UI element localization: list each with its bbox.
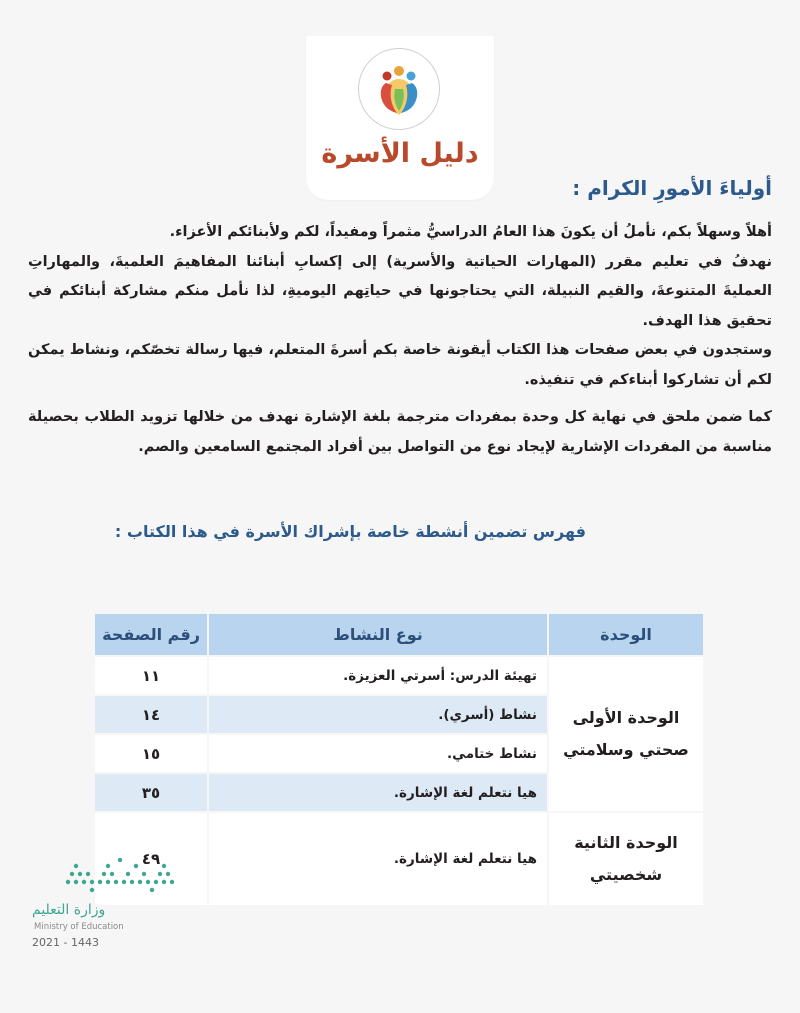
ministry-name-english: Ministry of Education <box>34 922 124 932</box>
activity-cell: هيا نتعلم لغة الإشارة. <box>209 813 547 905</box>
ministry-name-arabic: وزارة التعليم <box>32 902 106 918</box>
paragraph-welcome: أهلاً وسهلاً بكم، نأملُ أن يكونَ هذا العامُ الدراسيُّ مثمراً ومفيداً، لكم ولأبنائكم الأعزاء. <box>169 224 772 240</box>
paragraph-icon-note: وستجدون في بعض صفحات هذا الكتاب أيقونة خاصة بكم أسرةَ المتعلم، فيها رسالة تخصّكم، ونشاط يمكن لكم أن تشاركوا أبناءكم في تنفيذه. <box>28 342 772 388</box>
ministry-dots-icon <box>62 852 178 896</box>
table-row <box>95 657 703 694</box>
page-title: دليل الأسرة <box>321 138 479 169</box>
activities-table <box>93 612 705 907</box>
page-number-cell: ٣٥ <box>95 774 207 811</box>
unit-name: الوحدة الثانية <box>574 833 678 852</box>
paragraph-sign-language: كما ضمن ملحق في نهاية كل وحدة بمفردات مترجمة بلغة الإشارة نهدف من خلالها تزويد الطلاب بحصيلة مناسبة من المفردات الإشارية لإيجاد نوع من التواصل بين أفراد المجتمع السامعين والصم. <box>28 409 772 455</box>
activity-cell: نشاط ختامي. <box>209 735 547 772</box>
index-title: فهرس تضمين أنشطة خاصة بإشراك الأسرة في هذا الكتاب : <box>114 522 586 541</box>
page-number-cell: ١٥ <box>95 735 207 772</box>
unit-cell-first <box>549 657 703 811</box>
header-card <box>306 36 494 200</box>
activity-cell: تهيئة الدرس: أسرتي العزيزة. <box>209 657 547 694</box>
unit-name: الوحدة الأولى <box>572 708 680 727</box>
unit-subtitle: شخصيتي <box>589 865 663 884</box>
family-logo-icon <box>358 48 440 130</box>
column-header-page: رقم الصفحة <box>95 614 207 655</box>
column-header-unit: الوحدة <box>549 614 703 655</box>
unit-cell-second <box>549 813 703 905</box>
edition-year: 2021 - 1443 <box>32 936 99 949</box>
column-header-activity: نوع النشاط <box>209 614 547 655</box>
paragraph-goal: نهدفُ في تعليم مقرر (المهارات الحياتية والأسرية) إلى إكسابِ أبنائنا المفاهيمَ العلميةَ، والمهاراتِ العمليةَ المتنوعةَ، والقيم النبيلة، التي يحتاجونها في حياتِهم اليوميةِ، لذا نأمل منكم مشاركة أبنائكم في تحقيق هذا الهدف. <box>28 253 772 329</box>
table-header-row <box>95 614 703 655</box>
page-number-cell: ١١ <box>95 657 207 694</box>
table-row <box>95 813 703 905</box>
salutation-heading: أولياءَ الأمورِ الكرام : <box>572 176 772 200</box>
unit-subtitle: صحتي وسلامتي <box>563 740 689 759</box>
intro-text <box>28 218 772 462</box>
page-number-cell: ١٤ <box>95 696 207 733</box>
page-number-cell: ٤٩ <box>95 813 207 905</box>
activity-cell: هيا نتعلم لغة الإشارة. <box>209 774 547 811</box>
activity-cell: نشاط (أسري). <box>209 696 547 733</box>
